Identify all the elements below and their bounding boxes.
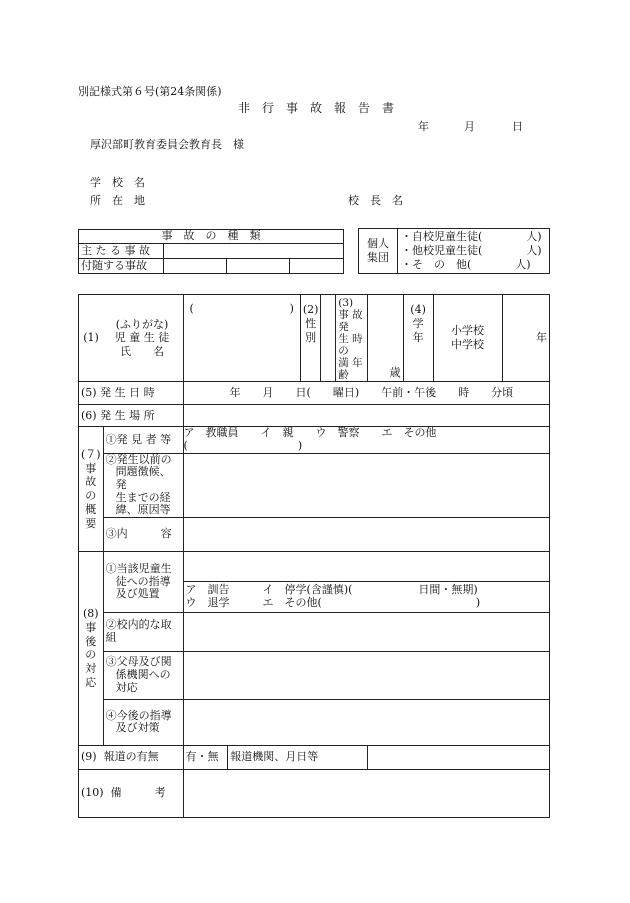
content-field[interactable] — [183, 517, 549, 551]
principal-label: 校 長 名 — [348, 194, 403, 207]
prior-row — [79, 453, 550, 517]
group-label: 個人 集団 — [359, 229, 398, 274]
measures-options[interactable]: ア 訓告 イ 停学(含謹慎)( 日間・無期) ウ 退学 エ その他( ) — [183, 581, 549, 612]
incident-type-table — [78, 229, 344, 274]
occurrence-value[interactable]: 年 月 日( 曜日) 午前・午後 時 分頃 — [183, 382, 549, 405]
report-detail-field[interactable] — [368, 745, 550, 769]
student-row — [79, 295, 550, 382]
prior-field[interactable] — [183, 453, 549, 517]
location-row — [79, 405, 550, 427]
response-side-label: (8) 事 後 の 対 応 — [79, 551, 104, 745]
school-action-label: ②校内的な取組 — [103, 612, 183, 651]
discoverer-row — [79, 427, 550, 453]
group-table — [358, 228, 550, 274]
age-field[interactable]: 歳 — [368, 295, 404, 382]
future-label: ④今後の指導 及び対策 — [103, 699, 183, 745]
group-counts: ・自校児童生徒( 人) ・他校児童生徒( 人) ・そ の 他( 人) — [398, 229, 550, 274]
summary-side-label: (７) 事 故 の 概 要 — [79, 427, 104, 551]
accompanying-incident-field-2[interactable] — [227, 259, 290, 274]
prior-label: ②発生以前の 問題徴候、発 生までの経 緯、原因等 — [103, 453, 183, 517]
accompanying-incident-field-1[interactable] — [164, 259, 227, 274]
accompanying-incident-field-3[interactable] — [290, 259, 344, 274]
sex-field[interactable] — [321, 295, 336, 382]
remarks-row — [79, 769, 550, 817]
parents-field[interactable] — [183, 651, 549, 699]
student-name-field[interactable]: ( ) — [183, 295, 300, 382]
occurrence-label: (5) 発 生 日 時 — [79, 382, 184, 405]
report-detail-label: 報道機関、月日等 — [228, 745, 368, 769]
main-report-table — [78, 294, 550, 818]
guidance-label: ①当該児童生 徒への指導 及び処置 — [103, 551, 183, 612]
remarks-label: (10) 備 考 — [79, 769, 184, 817]
discoverer-options[interactable]: ア 教職員 イ 親 ウ 警察 エ その他( ) — [183, 427, 549, 453]
school-action-row — [79, 612, 550, 651]
grade-field[interactable]: 年 — [502, 295, 549, 382]
date-month: 月 — [464, 120, 475, 133]
occurrence-row — [79, 382, 550, 405]
school-name-label: 学 校 名 — [90, 176, 145, 189]
discoverer-label: ①発 見 者 等 — [103, 427, 183, 453]
report-label: (9) 報道の有無 — [79, 745, 184, 769]
remarks-field[interactable] — [183, 769, 549, 817]
guidance-row — [79, 551, 550, 581]
location-label: (6) 発 生 場 所 — [79, 405, 184, 427]
document-title: 非 行 事 故 報 告 書 — [238, 101, 395, 115]
form-number: 別記様式第６号(第24条関係) — [78, 85, 222, 98]
future-field[interactable] — [183, 699, 549, 745]
parents-label: ③父母及び関 係機関への 対応 — [103, 651, 183, 699]
school-type-field[interactable]: 小学校 中学校 — [433, 295, 502, 382]
school-action-field[interactable] — [183, 612, 549, 651]
future-row — [79, 699, 550, 745]
content-row — [79, 517, 550, 551]
age-label: (3) 事 故 発 生 時 の 満 年 齢 — [336, 295, 368, 382]
main-incident-field[interactable] — [164, 244, 344, 259]
date-year: 年 — [418, 120, 429, 133]
content-label: ③内 容 — [103, 517, 183, 551]
date-day: 日 — [512, 120, 523, 133]
incident-type-header: 事 故 の 種 類 — [79, 230, 344, 244]
accompanying-incident-label: 付随する事故 — [79, 259, 164, 274]
report-choice[interactable]: 有・無 — [183, 745, 228, 769]
student-name-label: (1) (ふりがな) 児 童 生 徒 氏 名 — [79, 295, 184, 382]
guidance-field[interactable] — [183, 551, 549, 581]
grade-label: (4) 学 年 — [403, 295, 433, 382]
sex-label: (2) 性 別 — [300, 295, 321, 382]
address-label: 所 在 地 — [90, 194, 145, 207]
report-row — [79, 745, 550, 769]
main-incident-label: 主 た る 事 故 — [79, 244, 164, 259]
parents-row — [79, 651, 550, 699]
location-field[interactable] — [183, 405, 549, 427]
recipient: 厚沢部町教育委員会教育長 様 — [90, 138, 244, 151]
